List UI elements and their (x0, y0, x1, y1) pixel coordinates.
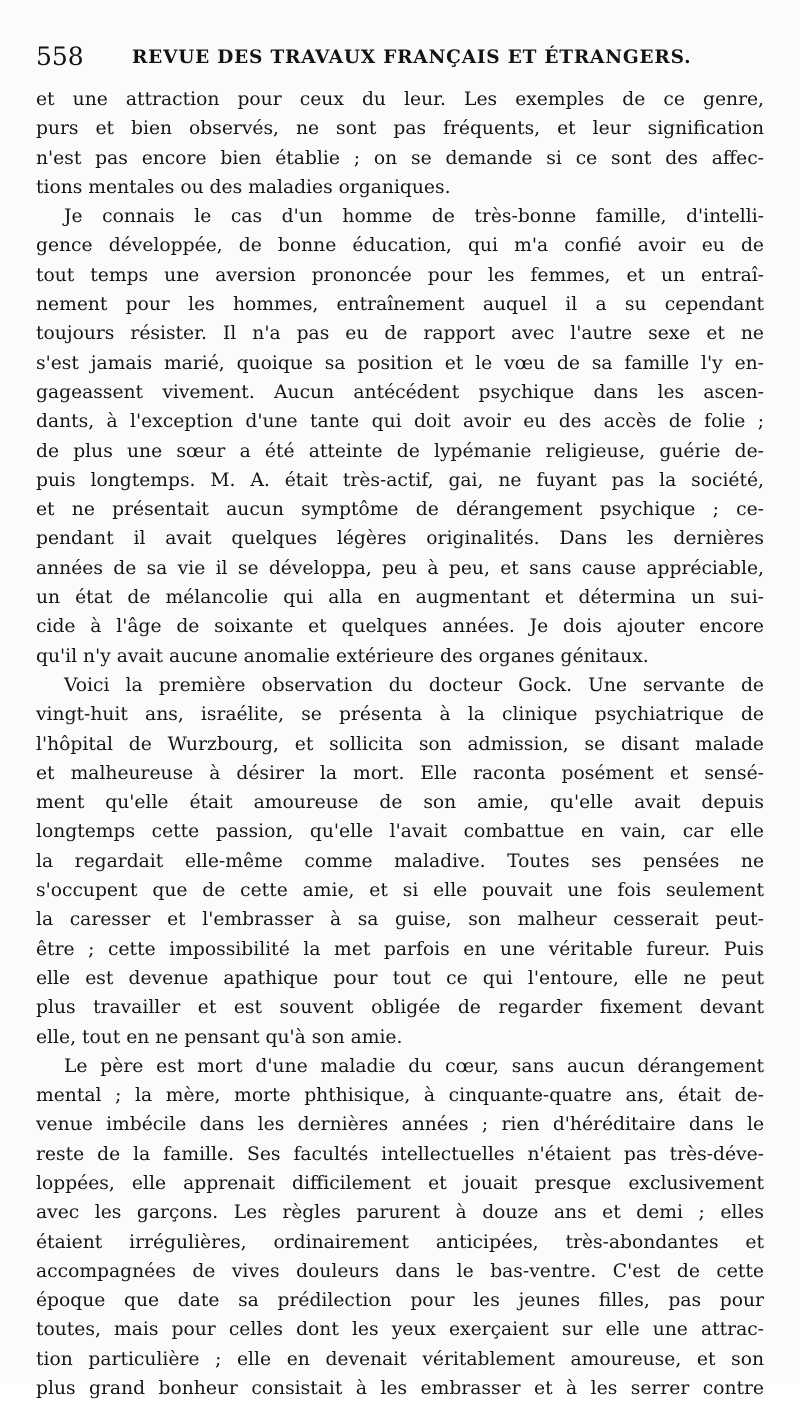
text-line: elle est devenue apathique pour tout ce qui l'entoure, elle ne peut (36, 967, 764, 989)
text-line: n'est pas encore bien établie ; on se demande si ce sont des affec- (36, 147, 764, 169)
text-line: elle, tout en ne pensant qu'à son amie. (36, 1026, 403, 1048)
text-line: longtemps cette passion, qu'elle l'avait combattue en vain, car elle (36, 821, 764, 843)
text-line: et ne présentait aucun symptôme de dérangement psychique ; ce- (36, 499, 764, 521)
text-line: époque que date sa prédilection pour les jeunes filles, pas pour (36, 1290, 764, 1312)
text-line: gence développée, de bonne éducation, qui m'a confié avoir eu de (36, 235, 764, 257)
text-line: étaient irrégulières, ordinairement anticipées, très-abondantes et (36, 1231, 764, 1253)
text-line: s'occupent que de cette amie, et si elle pouvait une fois seulement (36, 880, 764, 902)
text-line: accompagnées de vives douleurs dans le bas-ventre. C'est de cette (36, 1260, 764, 1282)
text-line: Je connais le cas d'un homme de très-bonne famille, d'intelli- (64, 206, 764, 228)
text-line: pendant il avait quelques légères originalités. Dans les dernières (36, 528, 764, 550)
text-line: la caresser et l'embrasser à sa guise, son malheur cesserait peut- (36, 909, 764, 931)
text-line: loppées, elle apprenait difficilement et jouait presque exclusivement (36, 1172, 764, 1194)
text-line: s'est jamais marié, quoique sa position et le vœu de sa famille l'y en- (36, 352, 764, 374)
body-text (36, 85, 764, 1403)
paragraph (36, 202, 764, 671)
text-line: toujours résister. Il n'a pas eu de rapport avec l'autre sexe et ne (36, 323, 764, 345)
text-line: de plus une sœur a été atteinte de lypémanie religieuse, guérie de- (36, 440, 764, 462)
text-line: la regardait elle-même comme maladive. Toutes ses pensées ne (36, 850, 764, 872)
text-line: tion particulière ; elle en devenait véritablement amoureuse, et son (36, 1348, 764, 1370)
text-line: cide à l'âge de soixante et quelques années. Je dois ajouter encore (36, 616, 764, 638)
text-line: tout temps une aversion prononcée pour les femmes, et un entraî- (36, 264, 764, 286)
text-line: purs et bien observés, ne sont pas fréquents, et leur signification (36, 118, 764, 140)
text-line: dants, à l'exception d'une tante qui doit avoir eu des accès de folie ; (36, 411, 764, 433)
text-line: et malheureuse à désirer la mort. Elle raconta posément et sensé- (36, 762, 764, 784)
text-line: Voici la première observation du docteur Gock. Une servante de (64, 674, 764, 696)
text-line: mental ; la mère, morte phthisique, à cinquante-quatre ans, était de- (36, 1085, 764, 1107)
text-line: un état de mélancolie qui alla en augmentant et détermina un sui- (36, 587, 764, 609)
paragraph (36, 671, 764, 1052)
text-line: années de sa vie il se développa, peu à peu, et sans cause appréciable, (36, 557, 764, 579)
paragraph (36, 1052, 764, 1403)
text-line: plus travailler et est souvent obligée de regarder fixement devant (36, 997, 764, 1019)
text-line: être ; cette impossibilité la met parfois en une véritable fureur. Puis (36, 938, 764, 960)
paragraph (36, 85, 764, 202)
text-line: puis longtemps. M. A. était très-actif, gai, ne fuyant pas la société, (36, 469, 764, 491)
text-line: tions mentales ou des maladies organiques. (36, 176, 451, 198)
text-line: l'hôpital de Wurzbourg, et sollicita son admission, se disant malade (36, 733, 764, 755)
running-title: REVUE DES TRAVAUX FRANÇAIS ET ÉTRANGERS. (132, 47, 692, 68)
text-line: Le père est mort d'une maladie du cœur, sans aucun dérangement (64, 1055, 764, 1077)
text-line: reste de la famille. Ses facultés intellectuelles n'étaient pas très-déve- (36, 1143, 764, 1165)
text-line: toutes, mais pour celles dont les yeux exerçaient sur elle une attrac- (36, 1319, 764, 1341)
text-line: nement pour les hommes, entraînement auquel il a su cependant (36, 294, 764, 316)
page-number: 558 (36, 42, 84, 71)
page-header (36, 40, 764, 74)
text-line: vingt-huit ans, israélite, se présenta à la clinique psychiatrique de (36, 704, 764, 726)
text-line: et une attraction pour ceux du leur. Les exemples de ce genre, (36, 89, 764, 110)
text-line: avec les garçons. Les règles parurent à douze ans et demi ; elles (36, 1202, 764, 1224)
text-line: venue imbécile dans les dernières années ; rien d'héréditaire dans le (36, 1114, 764, 1136)
text-line: plus grand bonheur consistait à les embrasser et à les serrer contre (36, 1378, 764, 1400)
text-line: gageassent vivement. Aucun antécédent psychique dans les ascen- (36, 381, 764, 403)
text-line: ment qu'elle était amoureuse de son amie, qu'elle avait depuis (36, 792, 764, 814)
text-line: qu'il n'y avait aucune anomalie extérieure des organes génitaux. (36, 645, 649, 667)
